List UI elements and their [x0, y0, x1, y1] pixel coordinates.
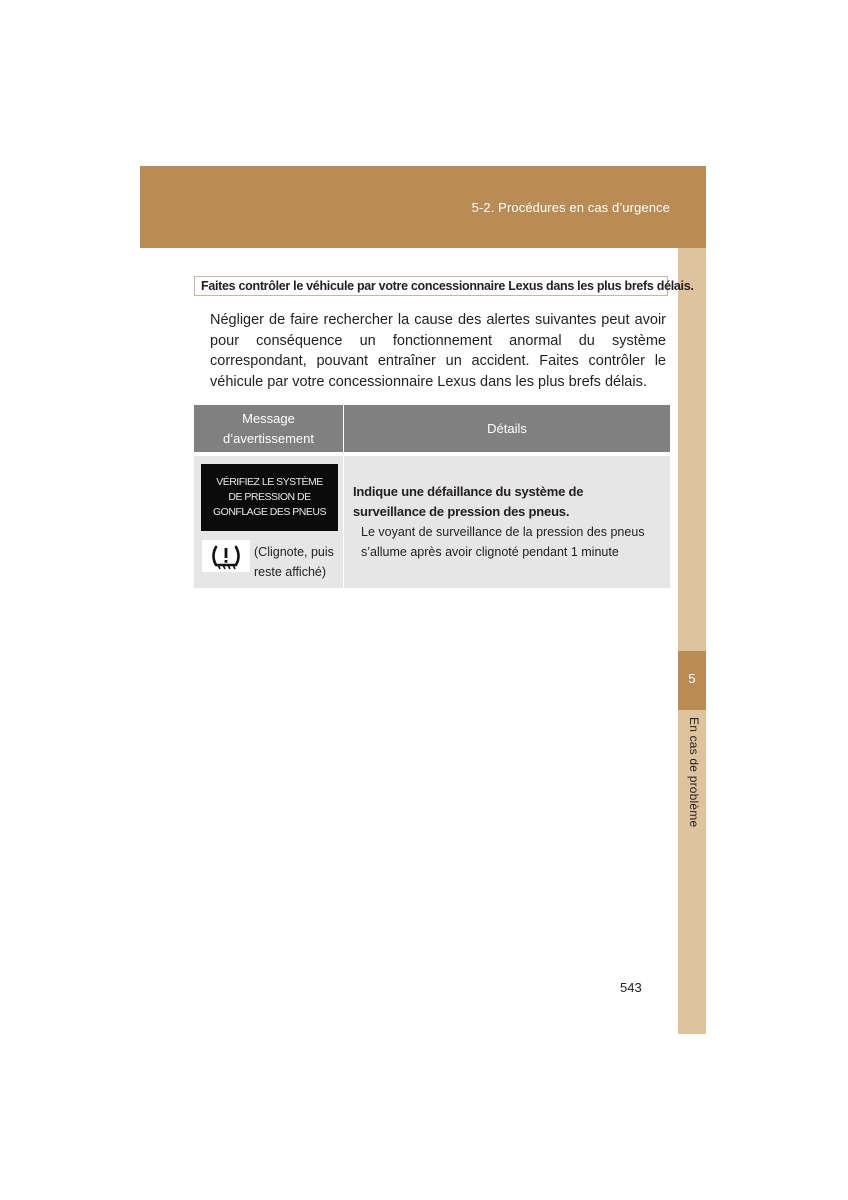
display-line: VÉRIFIEZ LE SYSTÈME [216, 476, 323, 488]
flash-note-line: reste affiché) [254, 565, 327, 579]
detail-summary: Indique une défaillance du système de surveillance de pression des pneus. [353, 484, 584, 519]
chapter-tab [678, 651, 706, 710]
chapter-label: En cas de problème [687, 717, 701, 828]
page-number: 543 [620, 980, 642, 995]
table-header [194, 405, 670, 452]
intro-paragraph: Négliger de faire rechercher la cause des alertes suivantes peut avoir pour conséquence un fonctionnement anormal du système correspondant, pouvant entraîner un accident. Faites contrôler le véhicule par votre concessionnaire Lexus dans les plus brefs délais. [210, 312, 666, 390]
details-cell [344, 456, 670, 588]
header-details: Détails [487, 421, 527, 436]
header-message: Message d’avertissement [194, 405, 344, 452]
tire-pressure-warning-icon [202, 540, 250, 572]
section-heading [194, 276, 694, 296]
flash-note-line: (Clignote, puis [254, 545, 334, 559]
chapter-number: 5 [688, 671, 696, 686]
detail-description: Le voyant de surveillance de la pression des pneus s’allume après avoir clignoté pendant 1 minute [361, 525, 645, 559]
message-cell [194, 456, 344, 588]
heading-text: Faites contrôler le véhicule par votre concessionnaire Lexus dans les plus brefs délais. [201, 279, 694, 293]
header-band [140, 166, 706, 248]
display-line: DE PRESSION DE [228, 491, 311, 503]
flash-note [254, 542, 334, 582]
side-strip [678, 248, 706, 1034]
table-row [194, 452, 670, 588]
warning-table [194, 405, 670, 588]
warning-display [201, 464, 338, 531]
section-title: 5-2. Procédures en cas d’urgence [471, 200, 670, 215]
display-line: GONFLAGE DES PNEUS [213, 506, 326, 518]
